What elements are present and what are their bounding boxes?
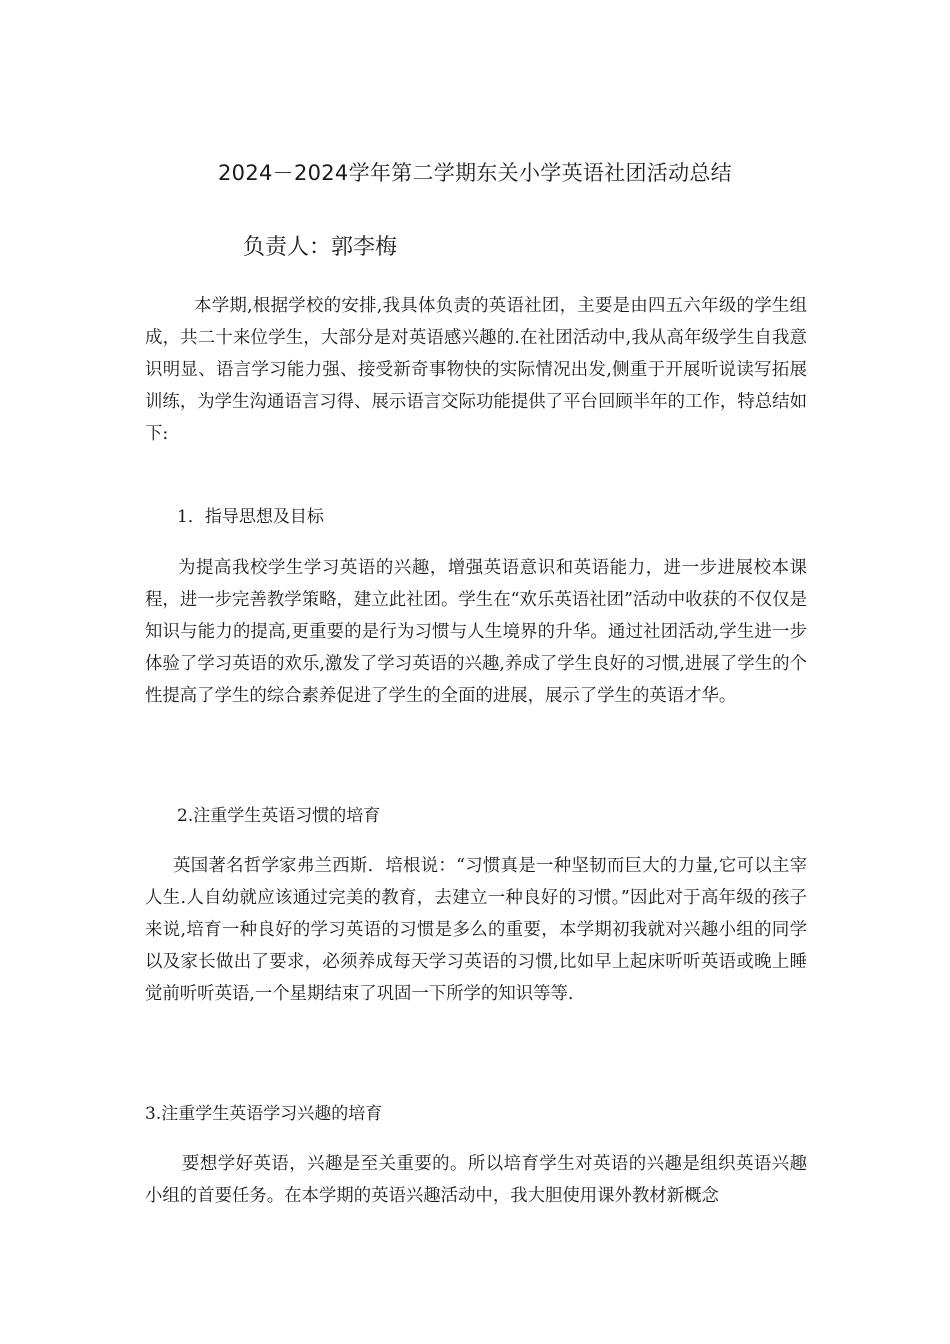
section-body-2: 英国著名哲学家弗兰西斯．培根说：“习惯真是一种坚韧而巨大的力量,它可以主宰人生.人自幼就应该通过完美的教育，去建立一种良好的习惯。”因此对于高年级的孩子来说,培育一种良好的学习英语的习惯是多么的重要，本学期初我就对兴趣小组的同学以及家长做出了要求，必须养成每天学习英语的习惯,比如早上起床听听英语或晚上睡觉前听听英语,一个星期结束了巩固一下所学的知识等等. — [145, 856, 807, 1004]
section-body-3: 要想学好英语，兴趣是至关重要的。所以培育学生对英语的兴趣是组织英语兴趣小组的首要任务。在本学期的英语兴趣活动中，我大胆使用课外教材新概念 — [145, 1154, 807, 1206]
section-heading-1: 1．指导思想及目标 — [177, 507, 324, 527]
section-heading-3: 3.注重学生英语学习兴趣的培育 — [145, 1104, 383, 1124]
document-title: 2024－2024学年第二学期东关小学英语社团活动总结 — [218, 161, 732, 185]
section-heading-2: 2.注重学生英语习惯的培育 — [177, 806, 381, 826]
section-body-1: 为提高我校学生学习英语的兴趣，增强英语意识和英语能力，进一步进展校本课程，进一步完善教学策略，建立此社团。学生在“欢乐英语社团”活动中收获的不仅仅是知识与能力的提高,更重要的是行为习惯与人生境界的升华。通过社团活动,学生进一步体验了学习英语的欢乐,激发了学习英语的兴趣,养成了学生良好的习惯,进展了学生的个性提高了学生的综合素养促进了学生的全面的进展，展示了学生的英语才华。 — [145, 558, 807, 706]
intro-paragraph: 本学期,根据学校的安排,我具体负责的英语社团，主要是由四五六年级的学生组成，共二十来位学生，大部分是对英语感兴趣的.在社团活动中,我从高年级学生自我意识明显、语言学习能力强、接受新奇事物快的实际情况出发,侧重于开展听说读写拓展训练，为学生沟通语言习得、展示语言交际功能提供了平台回顾半年的工作，特总结如下: — [145, 296, 807, 444]
responsible-person: 负责人：郭李梅 — [243, 235, 398, 260]
